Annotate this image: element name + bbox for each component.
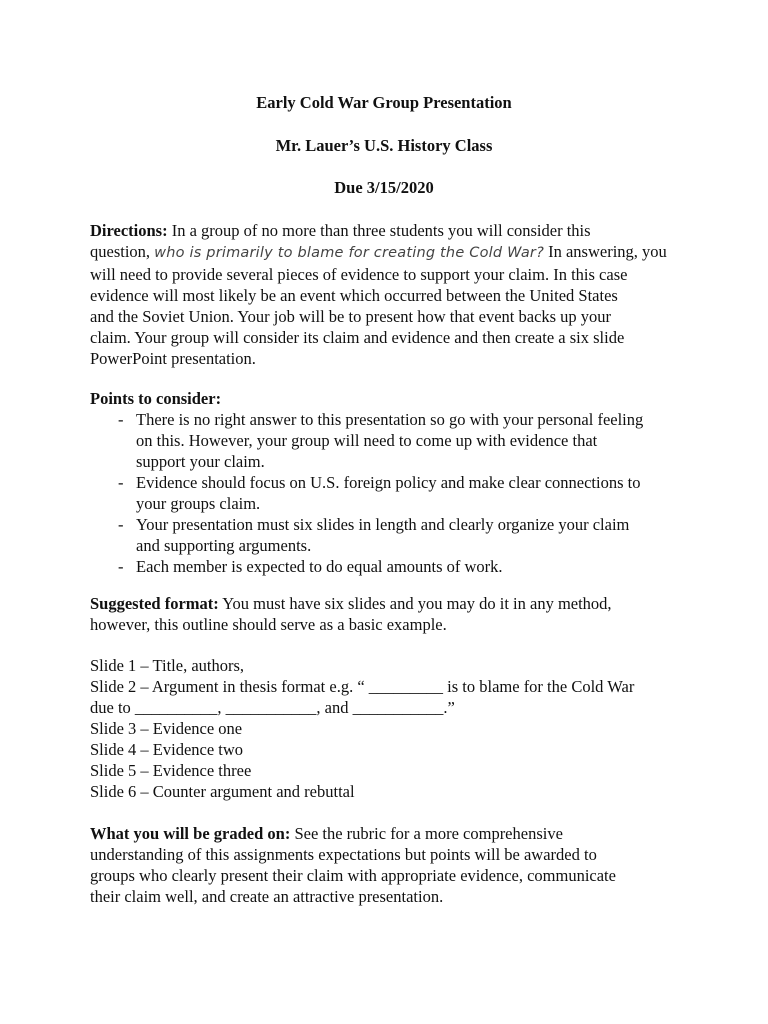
grading-line: their claim well, and create an attractive presentation. <box>90 887 444 906</box>
slide-line: Slide 6 – Counter argument and rebuttal <box>90 782 355 801</box>
slide-line: Slide 4 – Evidence two <box>90 740 244 759</box>
directions-line: In a group of no more than three students you will consider this <box>171 221 591 240</box>
directions-label: Directions: <box>90 221 168 240</box>
points-section <box>90 388 710 577</box>
slide-line: Slide 1 – Title, authors, <box>90 656 245 675</box>
list-item <box>90 472 710 514</box>
directions-line: PowerPoint presentation. <box>90 349 256 368</box>
bullet-dash: - <box>118 515 124 534</box>
format-label: Suggested format: <box>90 594 219 613</box>
slide-line: Slide 5 – Evidence three <box>90 761 252 780</box>
class-name: Mr. Lauer’s U.S. History Class <box>275 136 493 155</box>
grading-line: groups who clearly present their claim with appropriate evidence, communicate <box>90 866 616 885</box>
grading-line: understanding of this assignments expectations but points will be awarded to <box>90 845 597 864</box>
format-line: however, this outline should serve as a basic example. <box>90 615 447 634</box>
grading-label: What you will be graded on: <box>90 824 291 843</box>
slide-outline <box>90 655 710 802</box>
list-item-line: on this. However, your group will need to come up with evidence that <box>136 431 598 450</box>
list-item-line: and supporting arguments. <box>136 536 312 555</box>
due-date: Due 3/15/2020 <box>334 178 434 197</box>
bullet-dash: - <box>118 473 124 492</box>
suggested-format <box>90 593 710 635</box>
bullet-dash: - <box>118 557 124 576</box>
directions-line: evidence will most likely be an event which occurred between the United States <box>90 286 618 305</box>
slide-line: due to __________, ___________, and ___________.” <box>90 698 455 717</box>
list-item <box>90 556 710 577</box>
format-line: You must have six slides and you may do it in any method, <box>222 594 612 613</box>
directions-line: and the Soviet Union. Your job will be to present how that event backs up your <box>90 307 612 326</box>
list-item-line: Each member is expected to do equal amounts of work. <box>136 557 503 576</box>
list-item <box>90 514 710 556</box>
slide-line: Slide 2 – Argument in thesis format e.g. “ _________ is to blame for the Cold War <box>90 677 635 696</box>
list-item-line: your groups claim. <box>136 494 261 513</box>
points-heading: Points to consider: <box>90 389 222 408</box>
grading-section <box>90 823 710 907</box>
document-title: Early Cold War Group Presentation <box>256 93 512 112</box>
directions-line: will need to provide several pieces of evidence to support your claim. In this case <box>90 265 628 284</box>
directions-line: question, <box>90 242 151 261</box>
directions-line: claim. Your group will consider its claim and evidence and then create a six slide <box>90 328 625 347</box>
directions-paragraph <box>90 220 710 369</box>
list-item-line: Evidence should focus on U.S. foreign policy and make clear connections to <box>136 473 641 492</box>
directions-line: In answering, you <box>548 242 667 261</box>
list-item-line: support your claim. <box>136 452 265 471</box>
directions-question: who is primarily to blame for creating the Cold War? <box>154 245 544 261</box>
list-item-line: Your presentation must six slides in length and clearly organize your claim <box>136 515 630 534</box>
list-item-line: There is no right answer to this presentation so go with your personal feeling <box>136 410 644 429</box>
grading-line: See the rubric for a more comprehensive <box>294 824 563 843</box>
list-item <box>90 409 710 472</box>
bullet-dash: - <box>118 410 124 429</box>
slide-line: Slide 3 – Evidence one <box>90 719 243 738</box>
